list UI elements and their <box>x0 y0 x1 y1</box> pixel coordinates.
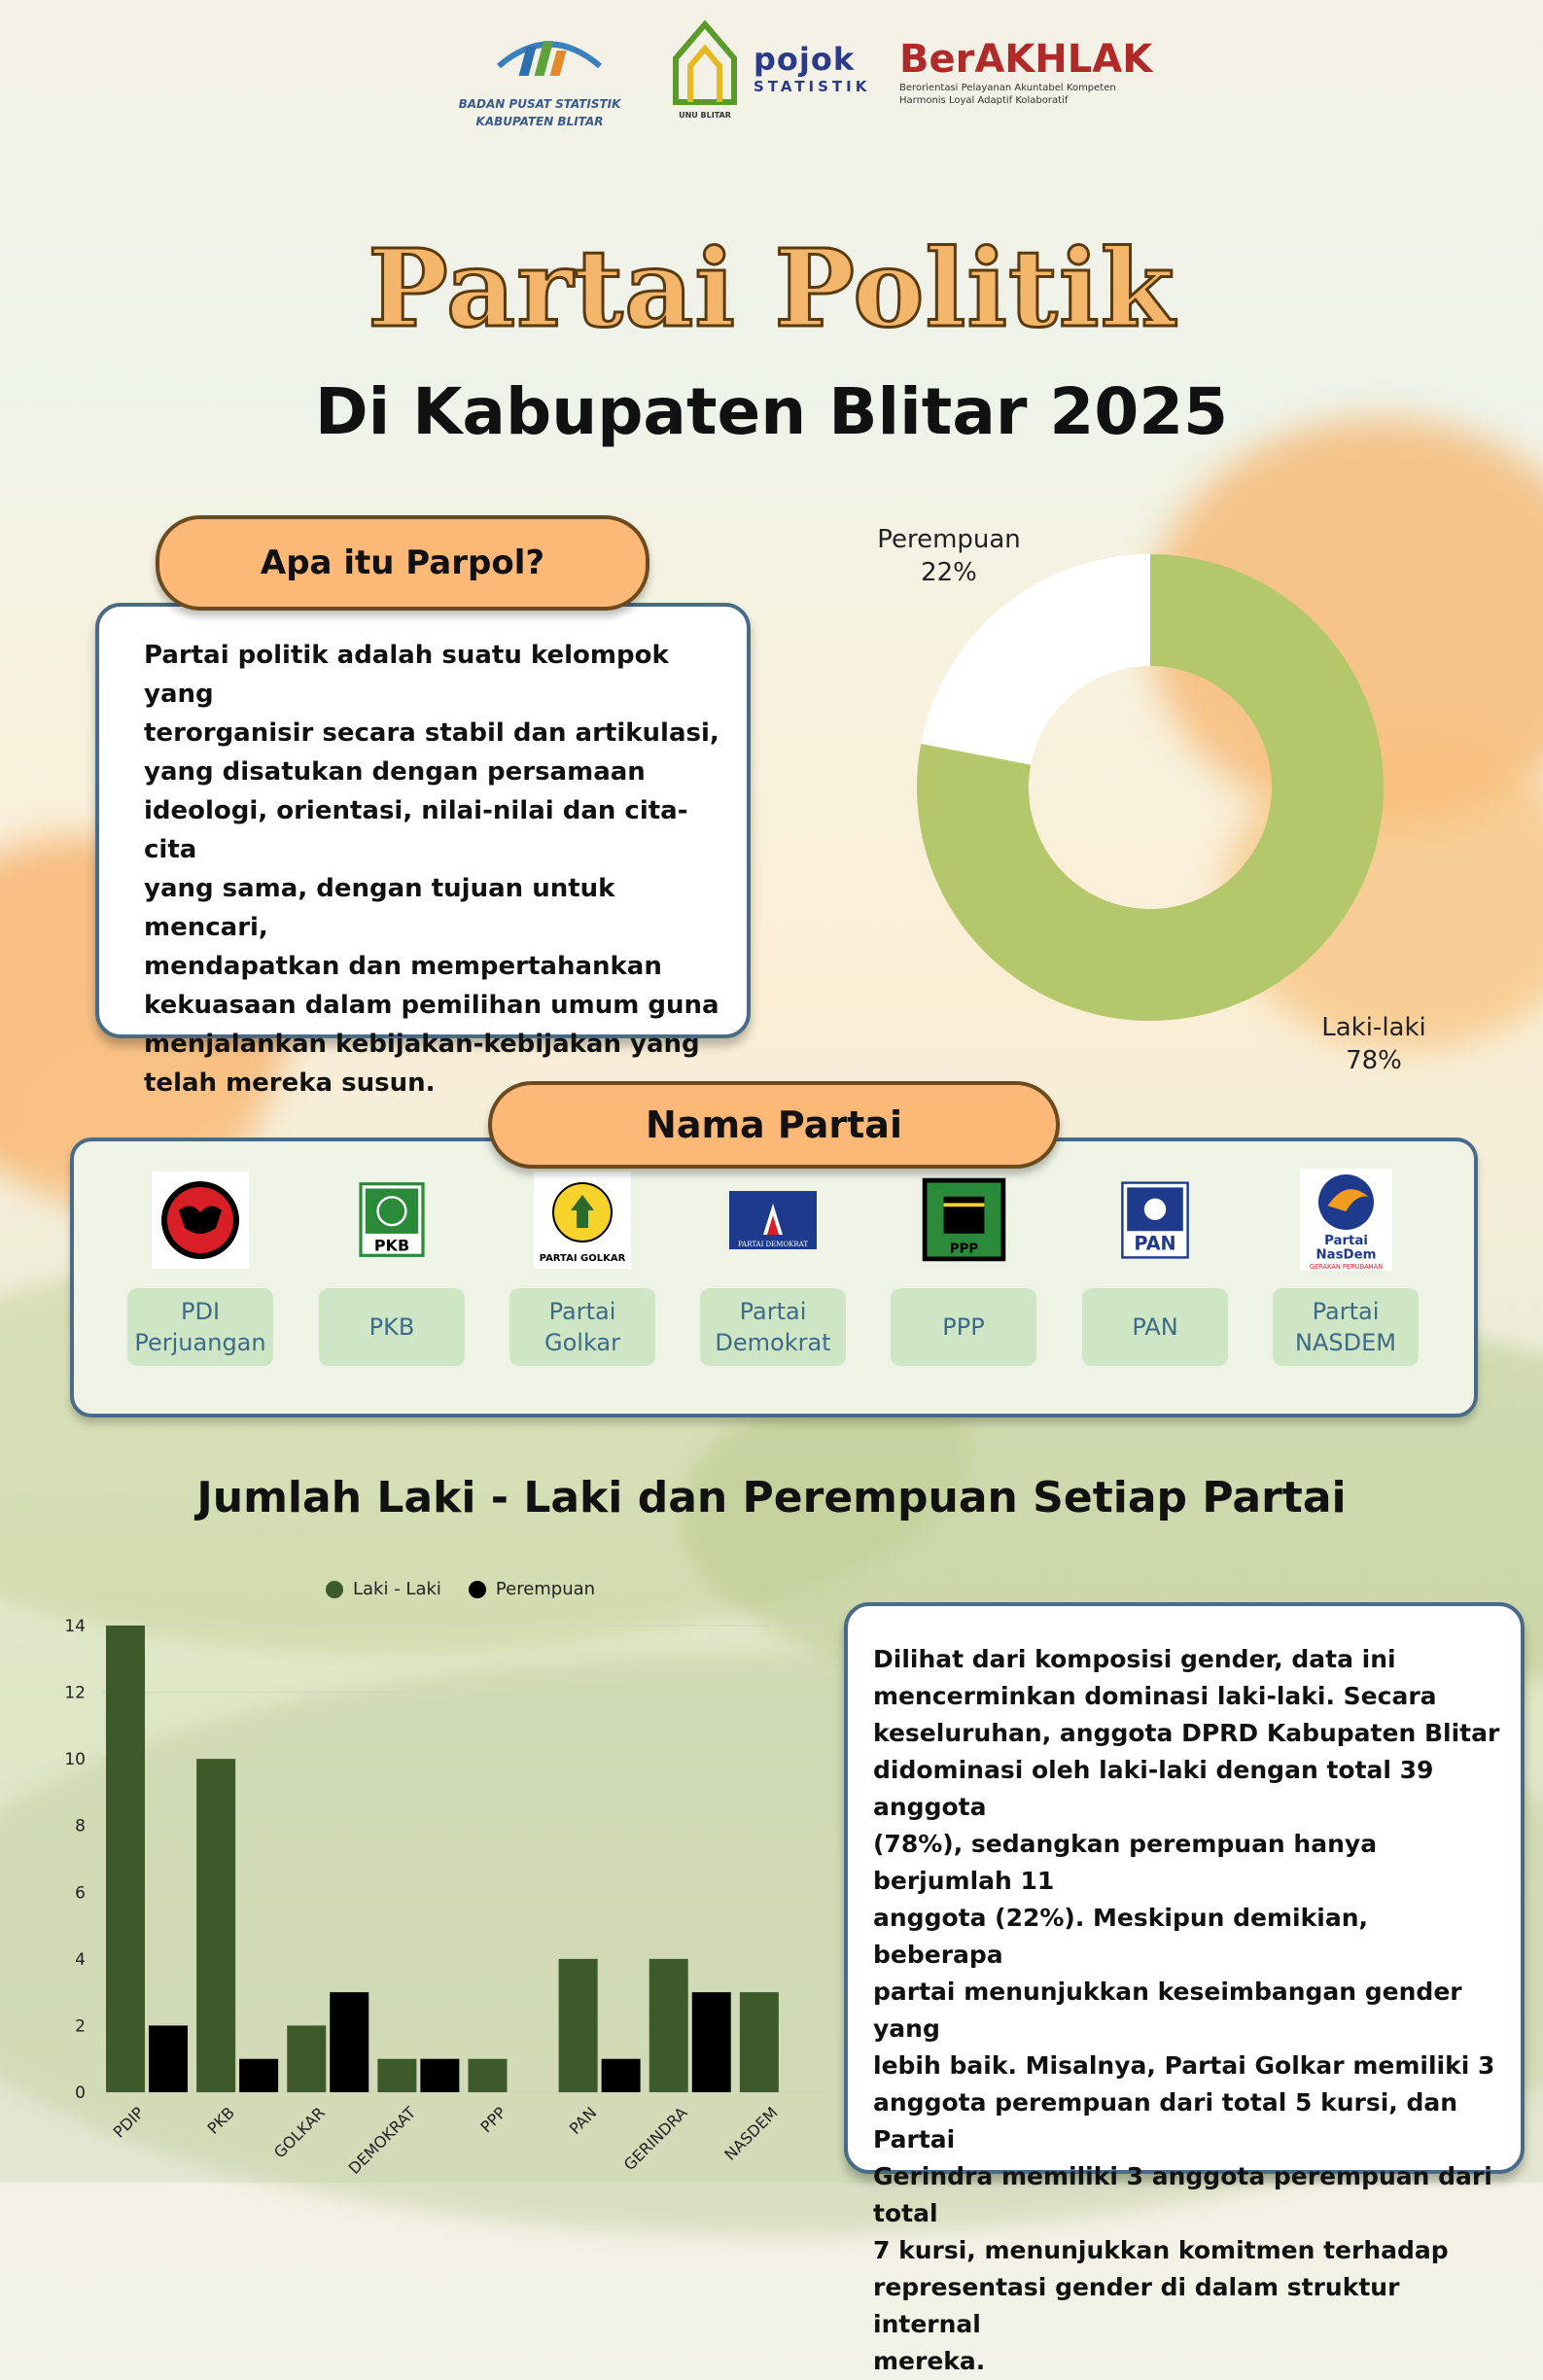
about-card <box>95 603 751 1098</box>
x-tick-label: NASDEM <box>720 2103 782 2164</box>
summary-line: partai menunjukkan keseimbangan gender yang <box>873 1978 1462 2043</box>
page-subtitle: Di Kabupaten Blitar 2025 <box>314 374 1229 449</box>
about-heading-pill <box>156 515 649 611</box>
x-tick-label: PAN <box>565 2103 601 2139</box>
svg-text:PAN: PAN <box>1134 1231 1176 1254</box>
party-item <box>509 1169 655 1366</box>
y-tick-label: 14 <box>64 1617 86 1636</box>
header-logos <box>447 19 1186 141</box>
pkb-logo <box>343 1169 440 1271</box>
svg-text:PPP: PPP <box>949 1242 978 1257</box>
unu-text: UNU BLITAR <box>679 111 731 120</box>
svg-text:Partai: Partai <box>1323 1234 1368 1249</box>
donut-label-laki <box>1321 1013 1426 1069</box>
svg-text:NasDem: NasDem <box>1315 1247 1376 1263</box>
party-heading-pill <box>488 1081 1060 1169</box>
x-tick-label: GERINDRA <box>619 2103 691 2175</box>
pojok-sub: STATISTIK <box>754 78 871 95</box>
summary-line: (78%), sedangkan perempuan hanya berjumlah 11 <box>873 1830 1378 1895</box>
demokrat-logo <box>724 1169 822 1271</box>
donut-label-perempuan <box>877 525 1021 587</box>
bar-laki-pkb <box>196 1759 235 2092</box>
bps-logo <box>447 19 632 141</box>
y-tick-label: 0 <box>75 2083 86 2103</box>
summary-line: lebih baik. Misalnya, Partai Golkar memiliki 3 <box>873 2051 1495 2080</box>
bar-laki-golkar <box>287 2025 326 2092</box>
about-line: telah mereka susun. <box>144 1068 436 1098</box>
summary-line: didominasi oleh laki-laki dengan total 39 anggota <box>873 1756 1434 1821</box>
party-item <box>1273 1169 1419 1366</box>
about-paragraph <box>144 636 727 1102</box>
summary-card <box>844 1602 1525 2375</box>
bar-perempuan-gerindra <box>692 1992 731 2092</box>
party-item <box>700 1169 846 1366</box>
x-tick-label: PDIP <box>109 2103 148 2142</box>
summary-line: Gerindra memiliki 3 anggota perempuan dari total <box>873 2162 1492 2227</box>
y-tick-label: 4 <box>75 1949 86 1970</box>
x-tick-label: GOLKAR <box>269 2103 330 2162</box>
berakhlak-logo <box>899 37 1191 107</box>
about-line: kekuasaan dalam pemilihan umum guna <box>144 991 719 1020</box>
bps-region: KABUPATEN BLITAR <box>475 115 604 128</box>
about-line: yang disatukan dengan persamaan <box>144 757 646 787</box>
party-label: PKB <box>319 1288 465 1366</box>
party-label: Partai Golkar <box>509 1288 655 1366</box>
summary-line: 7 kursi, menunjukkan komitmen terhadap <box>873 2236 1449 2264</box>
y-tick-label: 12 <box>64 1683 86 1703</box>
bar-laki-nasdem <box>740 1992 779 2092</box>
about-line: Partai politik adalah suatu kelompok yang <box>144 641 669 709</box>
bar-laki-gerindra <box>649 1959 688 2092</box>
unu-blitar-logo <box>671 19 739 122</box>
y-tick-label: 2 <box>75 2016 86 2037</box>
bps-name: BADAN PUSAT STATISTIK <box>458 97 621 111</box>
bar-perempuan-golkar <box>330 1992 368 2092</box>
bar-perempuan-demokrat <box>420 2059 459 2092</box>
pan-logo <box>1106 1169 1204 1271</box>
summary-line: Dilihat dari komposisi gender, data ini <box>873 1645 1396 1673</box>
golkar-logo <box>534 1169 631 1271</box>
svg-text:PARTAI DEMOKRAT: PARTAI DEMOKRAT <box>737 1240 809 1248</box>
party-item <box>127 1169 273 1366</box>
donut-label-part: 78% <box>1346 1046 1402 1069</box>
svg-text:GERAKAN PERUBAHAN: GERAKAN PERUBAHAN <box>1309 1262 1383 1271</box>
about-line: mendapatkan dan mempertahankan <box>144 952 662 981</box>
unu-emblem-icon <box>671 19 739 107</box>
ppp-logo <box>915 1169 1012 1271</box>
party-item <box>319 1169 465 1366</box>
summary-line: anggota perempuan dari total 5 kursi, dan Partai <box>873 2088 1458 2153</box>
bar-laki-pdip <box>106 1626 145 2092</box>
page-title: Partai Politik <box>368 226 1175 351</box>
x-tick-label: PPP <box>476 2103 510 2137</box>
bar-laki-ppp <box>469 2059 508 2092</box>
summary-line: representasi gender di dalam struktur internal <box>873 2273 1400 2338</box>
bar-laki-demokrat <box>377 2059 416 2092</box>
donut-label-part: 22% <box>921 558 977 587</box>
summary-paragraph <box>873 1641 1505 2380</box>
x-tick-label: DEMOKRAT <box>344 2103 420 2178</box>
y-tick-label: 6 <box>75 1883 86 1904</box>
gender-bar-chart <box>49 1594 846 2178</box>
bar-perempuan-pkb <box>239 2059 278 2092</box>
pojok-word: pojok <box>754 41 856 78</box>
about-line: yang sama, dengan tujuan untuk mencari, <box>144 874 615 942</box>
berakhlak-word: BerAKHLAK <box>899 37 1153 82</box>
party-list-box <box>70 1138 1478 1418</box>
party-label: Partai Demokrat <box>700 1288 846 1366</box>
bar-chart-title: Jumlah Laki - Laki dan Perempuan Setiap Partai <box>196 1473 1347 1522</box>
about-heading: Apa itu Parpol? <box>260 543 545 582</box>
gender-donut-chart <box>856 506 1439 1069</box>
about-line: terorganisir secara stabil dan artikulasi, <box>144 718 719 748</box>
legend-label-laki: Laki - Laki <box>353 1579 441 1599</box>
party-label: PDI Perjuangan <box>127 1288 273 1366</box>
party-heading: Nama Partai <box>646 1103 902 1146</box>
bar-perempuan-pdip <box>149 2025 188 2092</box>
bps-emblem-icon <box>491 27 608 100</box>
bar-perempuan-pan <box>602 2059 641 2092</box>
summary-line: mereka. <box>873 2347 986 2375</box>
berakhlak-line-2: Harmonis Loyal Adaptif Kolaboratif <box>899 95 1069 106</box>
pdi-perjuangan-logo <box>152 1169 249 1271</box>
about-line: menjalankan kebijakan-kebijakan yang <box>144 1030 700 1059</box>
svg-text:PKB: PKB <box>373 1236 410 1255</box>
legend-label-perempuan: Perempuan <box>495 1579 596 1599</box>
summary-line: anggota (22%). Meskipun demikian, beberapa <box>873 1904 1368 1969</box>
about-line: ideologi, orientasi, nilai-nilai dan cita-cita <box>144 796 688 864</box>
donut-label-part: Perempuan <box>877 525 1021 554</box>
party-item <box>891 1169 1036 1366</box>
berakhlak-line-1: Berorientasi Pelayanan Akuntabel Kompeten <box>899 83 1116 93</box>
summary-line: mencerminkan dominasi laki-laki. Secara <box>873 1682 1437 1710</box>
party-label: PPP <box>891 1288 1036 1366</box>
y-tick-label: 8 <box>75 1816 86 1837</box>
nasdem-logo <box>1297 1169 1394 1271</box>
donut-label-part: Laki-laki <box>1321 1013 1426 1042</box>
pojok-statistik-logo <box>754 41 880 95</box>
party-item <box>1082 1169 1228 1366</box>
svg-text:PARTAI GOLKAR: PARTAI GOLKAR <box>539 1252 626 1264</box>
party-label: Partai NASDEM <box>1273 1288 1419 1366</box>
party-label: PAN <box>1082 1288 1228 1366</box>
bar-laki-pan <box>559 1959 598 2092</box>
summary-line: keseluruhan, anggota DPRD Kabupaten Blitar <box>873 1719 1500 1747</box>
y-tick-label: 10 <box>64 1750 86 1770</box>
x-tick-label: PKB <box>203 2103 238 2138</box>
